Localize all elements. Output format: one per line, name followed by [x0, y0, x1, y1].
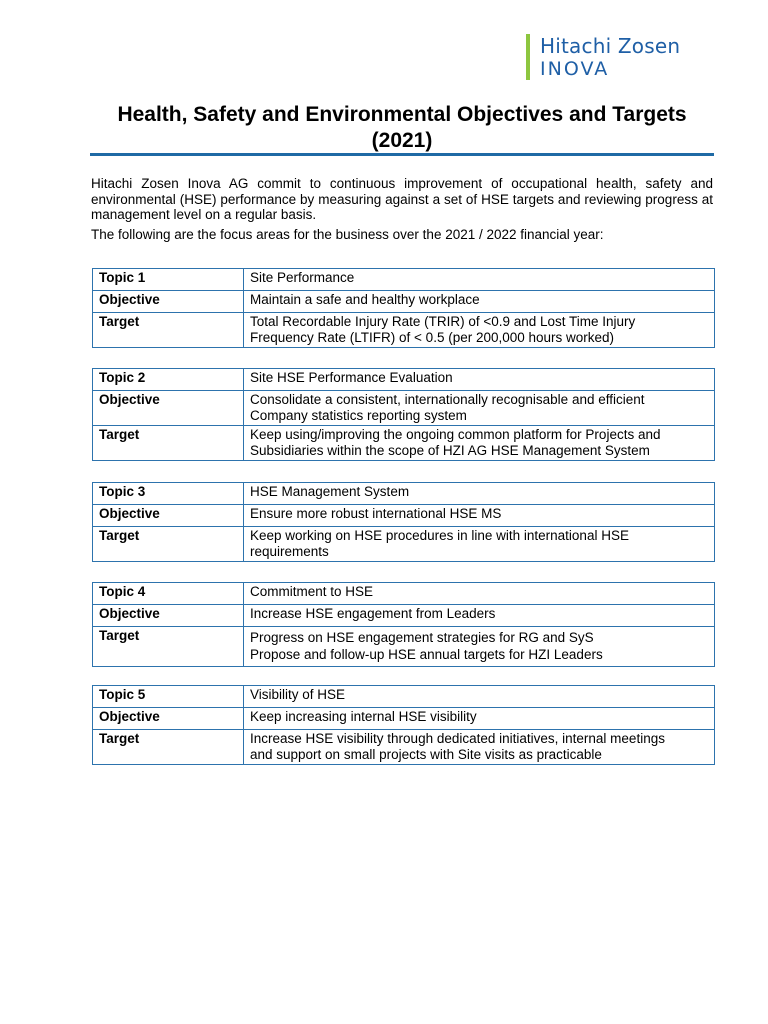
logo-text-line2: INOVA — [540, 58, 610, 80]
target-line: Increase HSE visibility through dedicated initiatives, internal meetings — [250, 731, 665, 746]
target-line: Progress on HSE engagement strategies for RG and SyS — [250, 630, 594, 645]
target-value — [244, 627, 715, 667]
target-line: Subsidiaries within the scope of HZI AG HSE Management System — [250, 442, 650, 458]
target-line: requirements — [250, 543, 329, 559]
topic-1-table — [92, 268, 715, 348]
topic-4-table — [92, 582, 715, 667]
target-line: Frequency Rate (LTIFR) of < 0.5 (per 200,000 hours worked) — [250, 329, 615, 345]
title-divider — [90, 153, 714, 156]
target-line: and support on small projects with Site visits as practicable — [250, 746, 602, 762]
topic-label: Topic 5 — [93, 686, 244, 708]
objective-label: Objective — [93, 708, 244, 730]
topic-value: Visibility of HSE — [244, 686, 715, 708]
objective-value — [244, 391, 715, 426]
target-line: Propose and follow-up HSE annual targets for HZI Leaders — [250, 647, 603, 662]
objective-value: Keep increasing internal HSE visibility — [244, 708, 715, 730]
objective-label: Objective — [93, 505, 244, 527]
objective-line: Company statistics reporting system — [250, 407, 467, 423]
target-line: Total Recordable Injury Rate (TRIR) of <0.9 and Lost Time Injury — [250, 314, 636, 329]
objective-label: Objective — [93, 605, 244, 627]
target-value — [244, 313, 715, 348]
topic-label: Topic 1 — [93, 269, 244, 291]
target-label: Target — [93, 313, 244, 348]
topic-3-table — [92, 482, 715, 562]
topic-value: Commitment to HSE — [244, 583, 715, 605]
objective-label: Objective — [93, 291, 244, 313]
target-value — [244, 426, 715, 461]
topic-label: Topic 4 — [93, 583, 244, 605]
topic-label: Topic 2 — [93, 369, 244, 391]
topic-value: Site HSE Performance Evaluation — [244, 369, 715, 391]
intro-paragraph: Hitachi Zosen Inova AG commit to continuous improvement of occupational health, safety and environmental (HSE) performance by measuring against a set of HSE targets and reviewing progress at management level on a regular basis. — [91, 176, 713, 222]
objective-value: Maintain a safe and healthy workplace — [244, 291, 715, 313]
document-title: Health, Safety and Environmental Objectives and Targets (2021) — [117, 103, 687, 152]
topic-5-table — [92, 685, 715, 765]
topic-2-table — [92, 368, 715, 461]
target-line: Keep using/improving the ongoing common platform for Projects and — [250, 427, 661, 442]
objective-value: Ensure more robust international HSE MS — [244, 505, 715, 527]
target-label: Target — [93, 730, 244, 765]
logo-accent-bar — [526, 34, 530, 80]
target-value — [244, 527, 715, 562]
target-label: Target — [93, 426, 244, 461]
target-value — [244, 730, 715, 765]
objective-line: Consolidate a consistent, internationally recognisable and efficient — [250, 392, 645, 407]
target-label: Target — [93, 627, 244, 667]
objective-value: Increase HSE engagement from Leaders — [244, 605, 715, 627]
target-label: Target — [93, 527, 244, 562]
topic-value: Site Performance — [244, 269, 715, 291]
target-line: Keep working on HSE procedures in line with international HSE — [250, 528, 629, 543]
logo-text-line1: Hitachi Zosen — [540, 34, 681, 58]
topic-label: Topic 3 — [93, 483, 244, 505]
objective-label: Objective — [93, 391, 244, 426]
focus-intro-paragraph: The following are the focus areas for the business over the 2021 / 2022 financial year: — [91, 227, 604, 242]
topic-value: HSE Management System — [244, 483, 715, 505]
